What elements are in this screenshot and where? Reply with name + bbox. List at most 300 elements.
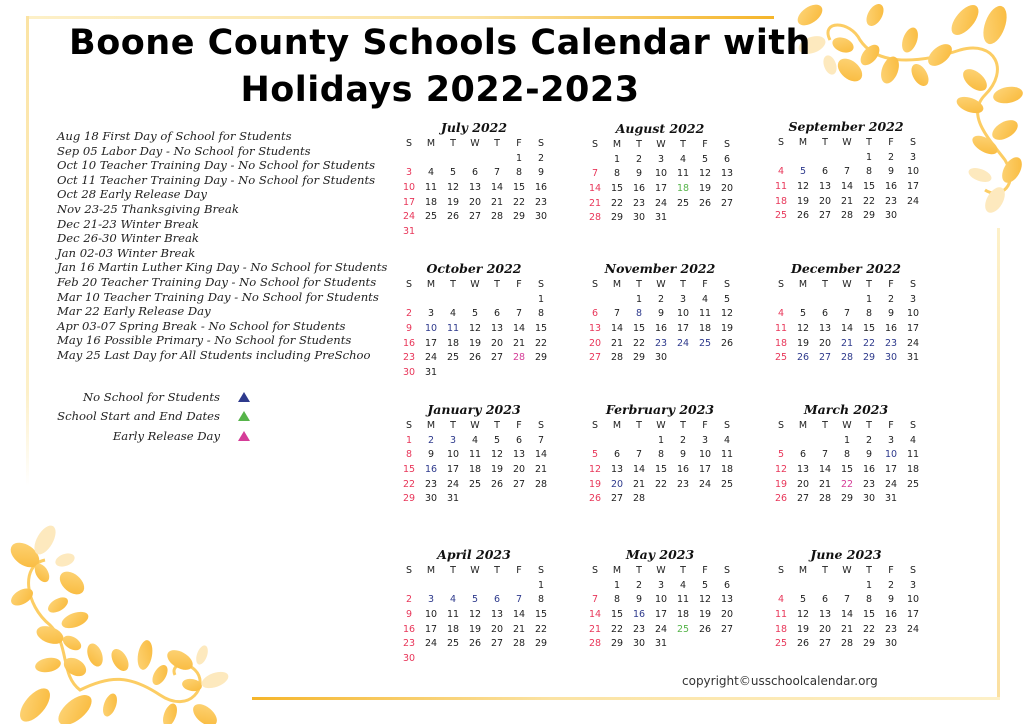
day-cell: 13 [818,323,832,335]
empty-day-cell [606,293,628,308]
event-item: Jan 16 Martin Luther King Day - No School for Students [57,260,388,275]
day-cell: 6 [613,449,621,461]
day-cell: 9 [887,594,895,606]
day-cell-no-school: 10 [884,449,898,461]
day-cell-no-school: 8 [635,308,643,320]
day-cell: 17 [906,323,920,335]
day-cell: 12 [796,181,810,193]
day-cell-no-school: 29 [862,352,876,364]
day-cell: 6 [821,166,829,178]
day-cell: 31 [906,352,920,364]
weekday-header: T [822,420,828,431]
day-cell: 7 [635,449,643,461]
day-cell: 17 [906,181,920,193]
weekday-header: S [405,565,413,576]
weekday-header: S [723,279,731,290]
legend-item-no-school [50,387,250,407]
day-cell: 8 [515,167,523,179]
day-cell: 5 [701,579,709,591]
weekday-header: W [470,420,480,431]
day-cell-sunday: 28 [588,212,602,224]
day-cell-no-school: 16 [632,609,646,621]
day-cell-sunday: 12 [588,464,602,476]
empty-day-cell [814,293,836,308]
weekday-header: W [470,279,480,290]
event-item: Oct 11 Teacher Training Day - No School for Students [57,172,376,187]
empty-day-cell [584,434,606,449]
day-cell: 10 [654,168,668,180]
day-cell: 8 [843,449,851,461]
day-cell-sunday: 21 [588,197,602,209]
day-cell-no-school: 23 [654,337,668,349]
day-cell: 4 [701,293,709,305]
page-title-line-2: Holidays 2022-2023 [240,70,640,110]
day-cell: 23 [884,195,898,207]
weekday-header: T [866,565,872,576]
day-cell-no-school: 6 [493,594,501,606]
weekday-header: T [494,138,500,149]
event-item: Apr 03-07 Spring Break - No School for Students [57,318,346,333]
day-cell: 15 [534,323,548,335]
weekday-header: S [909,420,917,431]
weekday-header: M [426,279,436,290]
day-cell-sunday: 24 [402,211,416,223]
day-cell: 19 [468,623,482,635]
day-cell: 30 [534,211,548,223]
empty-day-cell [628,434,650,449]
weekday-header: W [470,565,480,576]
day-cell: 22 [512,196,526,208]
day-cell-sunday: 11 [774,609,788,621]
frame-left-border [26,16,29,486]
triangle-icon [238,411,250,421]
weekday-header: T [680,279,686,290]
day-cell: 1 [865,293,873,305]
weekday-header: T [450,420,456,431]
day-cell: 15 [862,323,876,335]
empty-day-cell [508,293,530,308]
day-cell: 22 [610,197,624,209]
day-cell: 2 [537,152,545,164]
day-cell: 31 [884,493,898,505]
month-grid [584,138,740,226]
weekday-header: S [591,420,599,431]
day-cell-sunday: 29 [402,493,416,505]
weekday-header: T [450,279,456,290]
day-cell: 24 [906,195,920,207]
weekday-header: W [842,565,852,576]
day-cell: 29 [840,493,854,505]
day-cell: 21 [534,464,548,476]
day-cell-sunday: 12 [774,464,788,476]
day-cell: 22 [632,337,646,349]
month-title: Ferbruary 2023 [605,402,715,417]
empty-day-cell [792,434,814,449]
day-cell: 19 [446,196,460,208]
day-cell: 18 [906,464,920,476]
month-title: May 2023 [625,547,695,562]
weekday-header: W [656,565,666,576]
day-cell: 18 [720,464,734,476]
weekday-header: T [866,279,872,290]
day-cell: 10 [906,166,920,178]
day-cell-sunday: 18 [774,623,788,635]
day-cell: 19 [796,623,810,635]
weekday-header: S [909,137,917,148]
weekday-header: S [537,565,545,576]
day-cell: 15 [512,182,526,194]
day-cell-no-school: 3 [427,594,435,606]
day-cell: 11 [676,168,690,180]
weekday-header: T [494,279,500,290]
empty-day-cell [770,579,792,594]
empty-day-cell [442,152,464,167]
weekday-header: T [680,139,686,150]
month-calendar [580,401,740,507]
weekday-header: T [636,565,642,576]
day-cell: 13 [720,594,734,606]
day-cell: 1 [657,434,665,446]
day-cell: 15 [862,181,876,193]
month-grid [398,419,554,507]
weekday-header: S [777,137,785,148]
day-cell: 26 [468,638,482,650]
day-cell: 8 [865,166,873,178]
day-cell: 10 [906,594,920,606]
day-cell: 13 [512,449,526,461]
day-cell: 23 [676,478,690,490]
weekday-header: M [798,420,808,431]
day-cell: 16 [654,323,668,335]
day-cell-sunday: 3 [405,167,413,179]
day-cell: 6 [515,434,523,446]
day-cell: 16 [884,323,898,335]
empty-day-cell [770,434,792,449]
day-cell: 29 [632,352,646,364]
day-cell-no-school: 23 [884,337,898,349]
day-cell: 27 [490,352,504,364]
day-cell: 30 [632,212,646,224]
day-cell: 5 [799,308,807,320]
weekday-header: S [777,565,785,576]
month-grid [398,278,554,381]
day-cell: 19 [468,337,482,349]
month-grid [584,419,740,507]
day-cell: 5 [449,167,457,179]
day-cell: 8 [613,594,621,606]
weekday-header: F [702,420,708,431]
day-cell-no-school: 10 [424,323,438,335]
day-cell: 21 [632,478,646,490]
day-cell: 6 [471,167,479,179]
day-cell-sunday: 5 [591,449,599,461]
day-cell: 2 [635,579,643,591]
weekday-header: S [537,420,545,431]
day-cell: 19 [698,609,712,621]
month-grid [770,564,926,652]
day-cell: 11 [468,449,482,461]
month-calendar [766,118,926,224]
day-cell: 16 [632,183,646,195]
day-cell: 12 [796,323,810,335]
day-cell: 6 [799,449,807,461]
day-cell: 15 [862,609,876,621]
day-cell-no-school: 20 [610,478,624,490]
day-cell: 8 [657,449,665,461]
day-cell: 17 [424,623,438,635]
day-cell: 8 [537,594,545,606]
weekday-header: T [866,420,872,431]
legend [50,387,250,446]
month-grid [770,278,926,366]
day-cell: 16 [884,609,898,621]
day-cell-no-school: 3 [449,434,457,446]
legend-label: Early Release Day [112,428,220,443]
legend-item-early-release [50,426,250,446]
day-cell: 26 [796,638,810,650]
day-cell: 28 [818,493,832,505]
day-cell: 29 [610,212,624,224]
day-cell: 18 [698,323,712,335]
day-cell-sunday: 4 [777,308,785,320]
day-cell: 14 [818,464,832,476]
day-cell: 25 [446,638,460,650]
day-cell: 26 [468,352,482,364]
day-cell: 13 [490,609,504,621]
empty-day-cell [464,579,486,594]
day-cell-sunday: 5 [777,449,785,461]
day-cell: 24 [654,623,668,635]
day-cell: 2 [887,579,895,591]
day-cell: 14 [632,464,646,476]
day-cell: 12 [446,182,460,194]
day-cell-sunday: 25 [774,352,788,364]
empty-day-cell [398,579,420,594]
weekday-header: S [909,565,917,576]
weekday-header: W [656,420,666,431]
day-cell: 17 [884,464,898,476]
day-cell: 7 [843,166,851,178]
day-cell: 28 [490,211,504,223]
day-cell: 24 [424,352,438,364]
day-cell: 16 [862,464,876,476]
event-item: Mar 22 Early Release Day [57,304,211,319]
frame-top-border [26,16,774,19]
day-cell: 30 [862,493,876,505]
day-cell: 11 [676,594,690,606]
day-cell: 26 [490,478,504,490]
day-cell-sunday: 31 [402,226,416,238]
day-cell-no-school: 4 [449,594,457,606]
month-calendar [394,119,554,240]
weekday-header: M [426,138,436,149]
day-cell: 7 [537,434,545,446]
month-calendar [766,546,926,652]
weekday-header: W [656,279,666,290]
empty-day-cell [770,151,792,166]
day-cell-sunday: 16 [402,337,416,349]
day-cell: 14 [840,323,854,335]
day-cell-no-school: 16 [424,464,438,476]
day-cell: 20 [720,609,734,621]
weekday-header: M [426,565,436,576]
month-title: March 2023 [803,402,889,417]
month-calendar [394,401,554,507]
day-cell: 3 [679,293,687,305]
empty-day-cell [398,152,420,167]
day-cell: 28 [840,210,854,222]
day-cell-sunday: 25 [774,210,788,222]
day-cell: 29 [862,638,876,650]
day-cell: 9 [679,449,687,461]
day-cell: 27 [818,638,832,650]
weekday-header: F [888,565,894,576]
day-cell-sunday: 13 [588,323,602,335]
month-title: October 2022 [426,261,522,276]
empty-day-cell [584,293,606,308]
weekday-header: M [798,137,808,148]
day-cell: 3 [657,153,665,165]
day-cell: 26 [698,197,712,209]
month-title: December 2022 [790,261,901,276]
day-cell: 29 [534,352,548,364]
month-grid [770,136,926,224]
day-cell-sunday: 26 [588,493,602,505]
day-cell-early-release: 28 [512,352,526,364]
day-cell-sunday: 20 [588,337,602,349]
day-cell: 8 [865,594,873,606]
day-cell: 22 [534,337,548,349]
day-cell-sunday: 4 [777,594,785,606]
day-cell: 13 [796,464,810,476]
day-cell: 31 [654,638,668,650]
day-cell: 28 [534,478,548,490]
empty-day-cell [814,434,836,449]
day-cell: 11 [720,449,734,461]
day-cell: 12 [796,609,810,621]
day-cell-sunday: 14 [588,183,602,195]
day-cell: 21 [818,478,832,490]
day-cell: 3 [427,308,435,320]
weekday-header: W [842,279,852,290]
day-cell: 23 [424,478,438,490]
weekday-header: T [494,565,500,576]
day-cell: 30 [884,638,898,650]
empty-day-cell [486,152,508,167]
day-cell-sunday: 22 [402,478,416,490]
day-cell: 22 [610,623,624,635]
day-cell: 9 [657,308,665,320]
day-cell: 14 [840,609,854,621]
weekday-header: S [591,565,599,576]
weekday-header: F [516,138,522,149]
day-cell: 7 [843,308,851,320]
day-cell: 30 [654,352,668,364]
day-cell: 24 [446,478,460,490]
event-item: Mar 10 Teacher Training Day - No School for Students [57,289,379,304]
weekday-header: S [909,279,917,290]
day-cell: 12 [468,609,482,621]
day-cell: 12 [698,168,712,180]
day-cell-sunday: 27 [588,352,602,364]
day-cell-sunday: 11 [774,181,788,193]
day-cell-sunday: 28 [588,638,602,650]
day-cell: 25 [424,211,438,223]
event-item: Nov 23-25 Thanksgiving Break [57,201,239,216]
day-cell: 13 [818,181,832,193]
event-item: Feb 20 Teacher Training Day - No School for Students [57,274,377,289]
day-cell: 9 [887,166,895,178]
triangle-icon [238,431,250,441]
empty-day-cell [508,579,530,594]
day-cell: 9 [887,308,895,320]
weekday-header: F [888,137,894,148]
day-cell: 27 [818,210,832,222]
event-item: Dec 21-23 Winter Break [57,216,199,231]
day-cell: 14 [610,323,624,335]
day-cell: 1 [613,579,621,591]
day-cell-no-school: 7 [515,594,523,606]
day-cell: 28 [840,638,854,650]
day-cell: 20 [468,196,482,208]
day-cell-sunday: 30 [402,653,416,665]
day-cell: 5 [471,308,479,320]
empty-day-cell [486,293,508,308]
day-cell-sunday: 19 [588,478,602,490]
day-cell-no-school: 11 [446,323,460,335]
day-cell: 30 [424,493,438,505]
weekday-header: W [842,420,852,431]
empty-day-cell [836,293,858,308]
day-cell: 18 [676,609,690,621]
event-item: May 25 Last Day for All Students including PreSchoo [57,347,371,362]
empty-day-cell [770,293,792,308]
day-cell: 22 [654,478,668,490]
day-cell: 15 [534,609,548,621]
month-calendar [394,260,554,381]
day-cell: 27 [796,493,810,505]
empty-day-cell [464,293,486,308]
day-cell: 3 [909,579,917,591]
day-cell: 17 [676,323,690,335]
day-cell: 27 [468,211,482,223]
month-title: July 2022 [440,120,508,135]
day-cell: 4 [679,579,687,591]
weekday-header: T [450,138,456,149]
weekday-header: S [723,139,731,150]
day-cell: 3 [657,579,665,591]
weekday-header: T [636,139,642,150]
day-cell: 11 [698,308,712,320]
month-title: January 2023 [427,402,521,417]
event-item: Sep 05 Labor Day - No School for Students [57,143,311,158]
day-cell: 11 [424,182,438,194]
day-cell: 13 [818,609,832,621]
empty-day-cell [814,151,836,166]
day-cell-sunday: 26 [774,493,788,505]
event-item: May 16 Possible Primary - No School for Students [57,333,352,348]
day-cell: 29 [862,210,876,222]
day-cell-sunday: 25 [774,638,788,650]
day-cell: 1 [613,153,621,165]
day-cell: 5 [723,293,731,305]
day-cell: 28 [512,638,526,650]
day-cell: 6 [723,153,731,165]
day-cell: 25 [446,352,460,364]
day-cell: 8 [537,308,545,320]
day-cell: 26 [796,210,810,222]
month-title: November 2022 [604,261,716,276]
